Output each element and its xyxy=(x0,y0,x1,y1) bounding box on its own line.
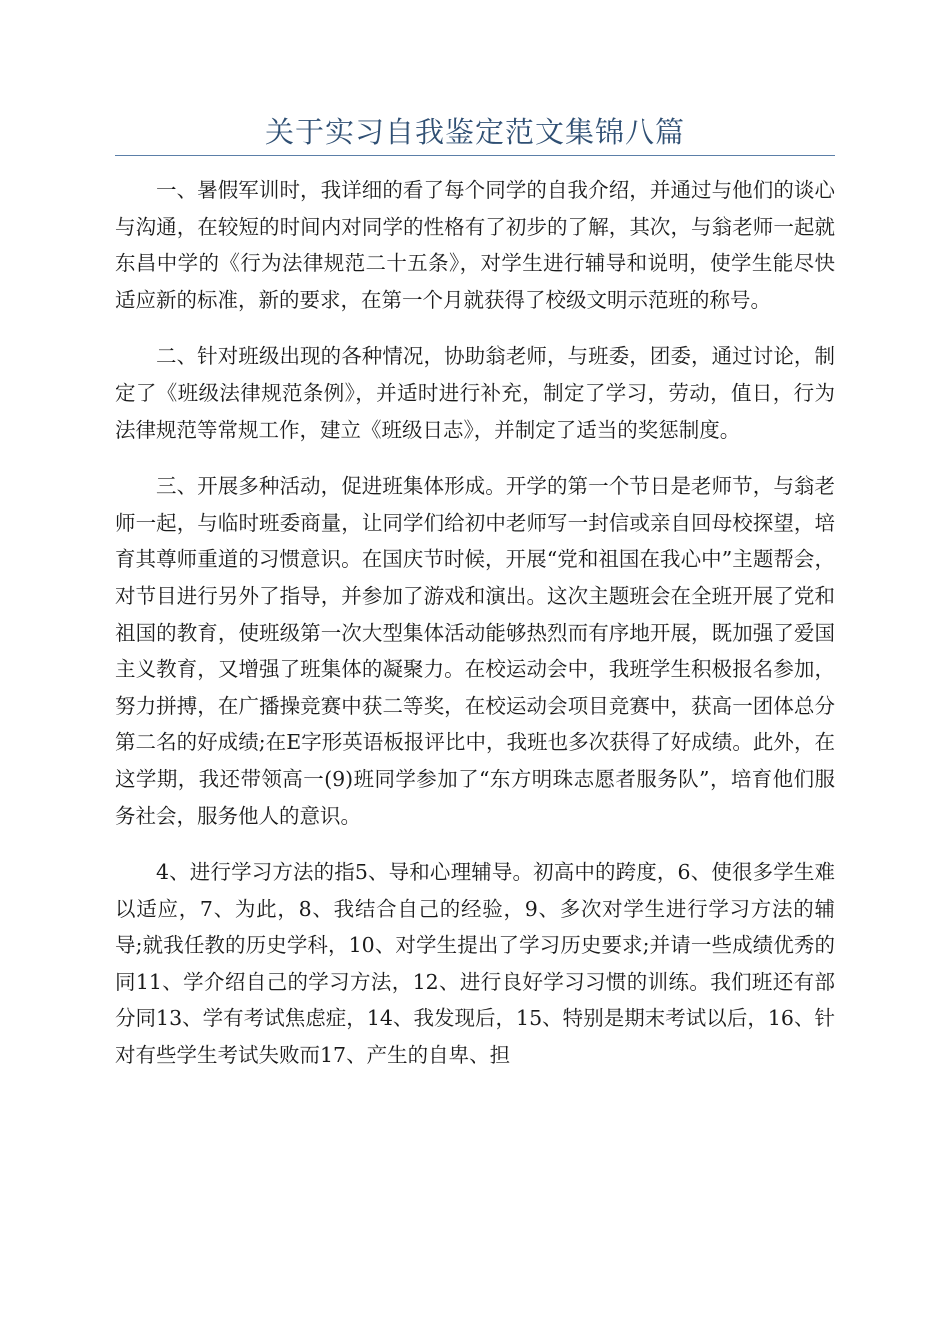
paragraph-4: 4、进行学习方法的指5、导和心理辅导。初高中的跨度，6、使很多学生难以适应，7、为此，8、我结合自己的经验，9、多次对学生进行学习方法的辅导;就我任教的历史学科，10、对学生提出了学习历史要求;并请一些成绩优秀的同11、学介绍自己的学习方法，12、进行良好学习习惯的训练。我们班还有部分同13、学有考试焦虑症，14、我发现后，15、特别是期末考试以后，16、针对有些学生考试失败而17、产生的自卑、担 xyxy=(115,860,835,1068)
paragraph-1: 一、暑假军训时，我详细的看了每个同学的自我介绍，并通过与他们的谈心与沟通，在较短的时间内对同学的性格有了初步的了解，其次，与翁老师一起就东昌中学的《行为法律规范二十五条》，对学生进行辅导和说明，使学生能尽快适应新的标准，新的要求，在第一个月就获得了校级文明示范班的称号。 xyxy=(115,178,835,312)
paragraph-2: 二、针对班级出现的各种情况，协助翁老师，与班委，团委，通过讨论，制定了《班级法律规范条例》，并适时进行补充，制定了学习，劳动，值日，行为法律规范等常规工作，建立《班级日志》，并制定了适当的奖惩制度。 xyxy=(115,344,835,442)
document-body xyxy=(115,172,835,1094)
title-underline xyxy=(115,155,835,156)
paragraph-3: 三、开展多种活动，促进班集体形成。开学的第一个节日是老师节，与翁老师一起，与临时班委商量，让同学们给初中老师写一封信或亲自回母校探望，培育其尊师重道的习惯意识。在国庆节时候，开展“党和祖国在我心中”主题帮会，对节目进行另外了指导，并参加了游戏和演出。这次主题班会在全班开展了党和祖国的教育，使班级第一次大型集体活动能够热烈而有序地开展，既加强了爱国主义教育，又增强了班集体的凝聚力。在校运动会中，我班学生积极报名参加，努力拼搏，在广播操竞赛中获二等奖，在校运动会项目竞赛中，获高一团体总分第二名的好成绩;在E字形英语板报评比中，我班也多次获得了好成绩。此外，在这学期，我还带领高一(9)班同学参加了“东方明珠志愿者服务队”，培育他们服务社会，服务他人的意识。 xyxy=(115,474,835,828)
document-title: 关于实习自我鉴定范文集锦八篇 xyxy=(264,115,685,149)
